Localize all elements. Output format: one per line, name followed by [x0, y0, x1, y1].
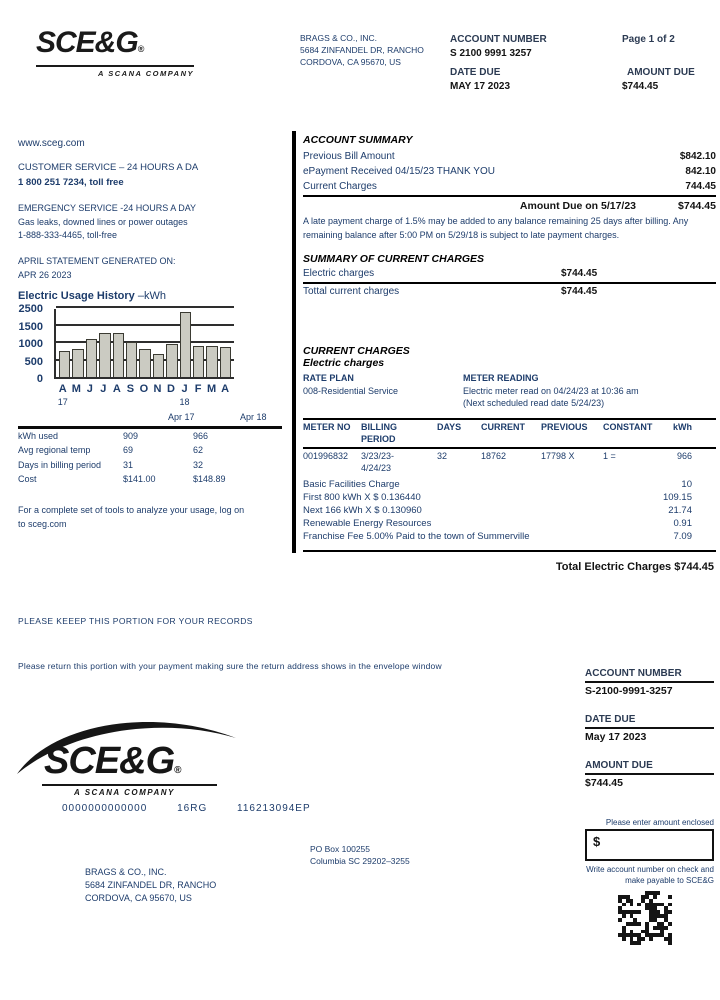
spacer-cell: [303, 397, 463, 410]
meter-reading-line: (Next scheduled read date 5/24/23): [463, 398, 605, 408]
logo-underline: [36, 65, 194, 67]
enter-amount-label: Please enter amount enclosed: [605, 818, 714, 827]
sceg-logo-wordmark: [36, 28, 194, 64]
charge-line: [303, 517, 716, 530]
x-tick-label: D: [167, 383, 175, 395]
page-indicator: Page 1 of 2: [622, 34, 675, 45]
sceg-logo-top: [36, 28, 194, 78]
code-2: 116213094EP: [237, 803, 311, 814]
year-marker: [98, 397, 110, 407]
po-box-address: [310, 843, 410, 867]
registered-mark-icon: ®: [137, 44, 144, 54]
col-header: BILLING: [361, 421, 397, 432]
kwh-value: 966: [676, 450, 692, 461]
year-marker: [125, 397, 137, 407]
emergency-phone: 1-888-333-4465, toll-free: [18, 230, 118, 240]
constant: 1 =: [603, 450, 616, 461]
x-tick-label: S: [126, 383, 135, 395]
spacer: [585, 743, 714, 760]
row-label: Electric charges: [303, 268, 375, 279]
stub-date-due-value: May 17 2023: [585, 731, 647, 743]
chart-x-axis-labels: [57, 383, 231, 395]
return-address-line: BRAGS & CO., INC.: [85, 867, 167, 877]
charge-line: [303, 478, 716, 491]
customer-service-block: [18, 160, 198, 190]
row-value: 744.45: [685, 181, 716, 192]
col-header: CONSTANT: [603, 421, 653, 432]
spacer: [585, 697, 714, 714]
col-header: kWh: [673, 421, 692, 432]
charge-label: First 800 kWh X $ 0.136440: [303, 491, 421, 503]
col-header: DAYS: [437, 421, 462, 432]
usage-bar: [72, 349, 83, 377]
usage-unit-text: –kWh: [134, 290, 166, 302]
stub-account-block: [585, 668, 714, 789]
usage-bar: [99, 333, 110, 377]
x-tick-label: M: [207, 383, 217, 395]
account-number-value: S 2100 9991 3257: [450, 48, 532, 59]
row-label: kWh used: [18, 430, 59, 441]
charges-panel: [292, 131, 716, 553]
return-address-line: 5684 ZINFANDEL DR, RANCHO: [85, 880, 217, 890]
charge-value: 7.09: [673, 531, 692, 543]
row-value: 31: [123, 459, 134, 470]
x-tick-label: J: [86, 383, 93, 395]
row-value: $141.00: [123, 474, 156, 484]
x-tick-label: F: [194, 383, 202, 395]
meter-table-header: [303, 421, 716, 446]
section-divider: [303, 195, 716, 197]
summary-current-row: [303, 285, 716, 299]
usage-comparison-table: [18, 412, 282, 487]
stub-date-due-label: DATE DUE: [585, 714, 714, 729]
amount-enclosed-box: [585, 829, 714, 861]
year-marker: 18: [179, 397, 190, 407]
row-value: 32: [193, 459, 204, 470]
logo-underline: [42, 784, 217, 786]
previous-reading: 17798 X: [541, 450, 575, 461]
usage-bar: [220, 347, 231, 377]
rate-plan-label: RATE PLAN: [303, 373, 354, 383]
charge-label: Renewable Energy Resources: [303, 518, 432, 530]
y-tick-label: 500: [24, 355, 43, 368]
y-tick-label: 1000: [18, 338, 43, 350]
row-value: $744.45: [561, 286, 598, 297]
y-tick-label: 0: [36, 373, 43, 385]
col-header: METER NO: [303, 421, 351, 432]
usage-bar: [206, 346, 217, 378]
usage-bar: [126, 342, 137, 377]
usage-bar: [180, 312, 191, 377]
usage-bar: [153, 354, 164, 377]
customer-service-line: CUSTOMER SERVICE – 24 HOURS A DA: [18, 162, 199, 173]
check-note-line: Write account number on check and: [586, 865, 714, 874]
charge-label: Next 166 kWh X $ 0.130960: [303, 504, 422, 516]
late-payment-note: A late payment charge of 1.5% may be added to any balance remaining 25 days after billing. Any remaining balance after 5:00 PM on 5/29/18 is subject to late payment charges.: [303, 216, 689, 240]
logo-text: SCE&G: [36, 26, 138, 59]
charge-line: [303, 530, 716, 543]
date-due-value: MAY 17 2023: [450, 81, 511, 92]
charge-value: 0.91: [673, 518, 692, 530]
table-row: [18, 472, 282, 487]
year-marker: [165, 397, 177, 407]
stub-amount-due-label: AMOUNT DUE: [585, 760, 714, 775]
year-marker: [219, 397, 231, 407]
code-zeros: 0000000000000: [62, 803, 148, 814]
usage-bar-chart: [8, 303, 282, 415]
sender-address-line: BRAGS & CO., INC.: [300, 33, 377, 43]
customer-service-phone: 1 800 251 7234, toll free: [18, 177, 124, 188]
dollar-sign: $: [593, 834, 601, 849]
sceg-logo-bottom: [12, 714, 240, 802]
billing-period: 3/23/23-: [361, 450, 395, 461]
code-1: 16RG: [177, 803, 208, 814]
summary-current-row: [303, 267, 716, 281]
year-marker: [111, 397, 123, 407]
sender-address-line: CORDOVA, CA 95670, US: [300, 57, 401, 67]
year-marker: [192, 397, 204, 407]
row-label: Cost: [18, 474, 37, 484]
col-header-line2: PERIOD: [361, 434, 396, 444]
total-electric-charges: Total Electric Charges $744.45: [555, 561, 714, 573]
emergency-line: EMERGENCY SERVICE -24 HOURS A DAY: [18, 203, 197, 213]
y-tick-label: 1500: [18, 320, 43, 333]
charge-line: [303, 504, 716, 517]
emergency-service-block: [18, 202, 196, 243]
po-address-line: Columbia SC 29202–3255: [310, 856, 410, 866]
summary-row: [303, 179, 716, 194]
website-link: www.sceg.com: [18, 138, 85, 149]
amount-due-row: [303, 198, 716, 214]
sender-address-line: 5684 ZINFANDEL DR, RANCHO: [300, 45, 424, 55]
keep-portion-note: PLEASE KEEEP THIS PORTION FOR YOUR RECORDS: [18, 616, 253, 626]
amount-due-value: $744.45: [678, 200, 716, 212]
summary-row: [303, 164, 716, 179]
year-marker: 17: [57, 397, 68, 407]
tools-note-line: to sceg.com: [18, 519, 67, 529]
row-value: $842.10: [679, 151, 716, 162]
usage-bar: [193, 346, 204, 378]
check-payable-note: [540, 865, 714, 886]
table-row: [18, 429, 282, 444]
rate-plan-value: 008-Residential Service: [303, 385, 399, 396]
logo-tagline: A SCANA COMPANY: [74, 788, 175, 797]
year-marker: [152, 397, 164, 407]
registered-mark-icon: ®: [174, 765, 181, 776]
usage-bar: [166, 344, 177, 377]
account-summary-title: ACCOUNT SUMMARY: [303, 134, 413, 146]
col-header: PREVIOUS: [541, 421, 588, 432]
logo-text: SCE&G: [44, 740, 175, 782]
return-address-line: CORDOVA, CA 95670, US: [85, 893, 192, 903]
meter-reading-line: Electric meter read on 04/24/23 at 10:36 am: [463, 385, 639, 396]
x-tick-label: A: [221, 383, 230, 395]
return-address: [85, 866, 216, 905]
qr-code: [618, 891, 672, 945]
billing-period-line2: 4/24/23: [361, 463, 392, 473]
usage-title-text: Electric Usage History: [18, 290, 135, 302]
usage-col-apr17: Apr 17: [168, 412, 195, 422]
row-value: $744.45: [561, 268, 598, 279]
x-tick-label: A: [58, 383, 67, 395]
table-row: [18, 443, 282, 458]
row-value: 842.10: [685, 166, 716, 177]
statement-date-block: [18, 255, 176, 282]
chart-y-axis-labels: [8, 303, 46, 385]
year-marker: [206, 397, 218, 407]
charge-label: Basic Facilities Charge: [303, 478, 400, 490]
chart-year-markers: [57, 397, 231, 407]
spacer-cell: [303, 433, 361, 446]
row-label: ePayment Received 04/15/23 THANK YOU: [303, 166, 495, 177]
logo-tagline: A SCANA COMPANY: [98, 69, 194, 78]
x-tick-label: A: [112, 383, 121, 395]
row-label: Previous Bill Amount: [303, 151, 395, 162]
electric-charges-subtitle: Electric charges: [303, 357, 385, 369]
charge-lines: [303, 478, 716, 544]
row-label: Days in billing period: [18, 459, 102, 470]
amount-due-value: $744.45: [622, 81, 659, 92]
stub-account-number-value: S-2100-9991-3257: [585, 685, 673, 697]
section-divider: [303, 418, 716, 420]
charge-value: 109.15: [662, 491, 692, 503]
tools-note-line: For a complete set of tools to analyze your usage, log on: [18, 505, 245, 515]
year-marker: [71, 397, 83, 407]
charge-line: [303, 491, 716, 504]
payment-code-line: [62, 803, 337, 814]
chart-bars: [59, 307, 231, 377]
tools-note: [18, 503, 244, 531]
meter-no: 001996832: [303, 450, 349, 461]
y-tick-label: 2500: [18, 303, 43, 315]
usage-bar: [59, 351, 70, 377]
return-portion-note: Please return this portion with your payment making sure the return address shows in the envelope window: [18, 661, 442, 671]
check-note-line: make payable to SCE&G: [625, 875, 714, 885]
charge-label: Franchise Fee 5.00% Paid to the town of Summerville: [303, 531, 530, 543]
usage-bar: [86, 339, 97, 378]
current-charges-title: CURRENT CHARGES: [303, 345, 410, 357]
emergency-line: Gas leaks, downed lines or power outages: [18, 216, 188, 227]
amount-due-label: AMOUNT DUE: [627, 67, 695, 78]
rate-plan-meter-reading: [303, 372, 716, 410]
account-number-label: ACCOUNT NUMBER: [450, 34, 547, 45]
amount-due-label: Amount Due on 5/17/23: [519, 200, 637, 212]
spacer-cell: [303, 462, 361, 475]
stub-amount-due-value: $744.45: [585, 777, 623, 789]
sceg-logo-wordmark: [44, 740, 181, 783]
row-value: $148.89: [193, 474, 226, 484]
summary-current-title: SUMMARY OF CURRENT CHARGES: [303, 253, 485, 265]
current-reading: 18762: [481, 450, 507, 461]
days: 32: [437, 450, 448, 461]
row-value: 966: [193, 430, 209, 441]
section-divider: [303, 550, 716, 552]
charge-value: 10: [681, 478, 692, 490]
usage-bar: [139, 349, 150, 377]
meter-reading-label: METER READING: [463, 373, 539, 383]
x-tick-label: J: [100, 383, 107, 395]
sender-address: [300, 32, 424, 68]
row-value: 62: [193, 445, 204, 455]
charge-value: 21.74: [668, 504, 692, 516]
statement-line: APRIL STATEMENT GENERATED ON:: [18, 256, 176, 266]
year-marker: [84, 397, 96, 407]
row-label: Current Charges: [303, 181, 377, 192]
usage-bar: [113, 333, 124, 377]
po-address-line: PO Box 100255: [310, 844, 371, 854]
row-value: 909: [123, 430, 139, 441]
x-tick-label: M: [71, 383, 81, 395]
x-tick-label: N: [153, 383, 162, 395]
row-label: Tottal current charges: [303, 286, 400, 297]
x-tick-label: O: [139, 383, 149, 395]
date-due-label: DATE DUE: [450, 67, 501, 78]
meter-table-row: [303, 450, 716, 475]
qr-cell: [668, 941, 672, 945]
chart-plot-area: [54, 309, 234, 379]
year-marker: [138, 397, 150, 407]
usage-col-apr18: Apr 18: [240, 412, 267, 422]
usage-chart-title: [18, 290, 166, 302]
x-tick-label: J: [181, 383, 188, 395]
stub-account-number-label: ACCOUNT NUMBER: [585, 668, 714, 683]
section-divider: [303, 282, 716, 284]
row-label: Avg regional temp: [18, 445, 91, 455]
section-divider: [303, 447, 716, 449]
col-header: CURRENT: [481, 421, 525, 432]
summary-row: [303, 149, 716, 164]
table-row: [18, 458, 282, 473]
statement-date: APR 26 2023: [18, 269, 72, 280]
row-value: 69: [123, 445, 134, 455]
usage-table-header: [18, 412, 282, 426]
